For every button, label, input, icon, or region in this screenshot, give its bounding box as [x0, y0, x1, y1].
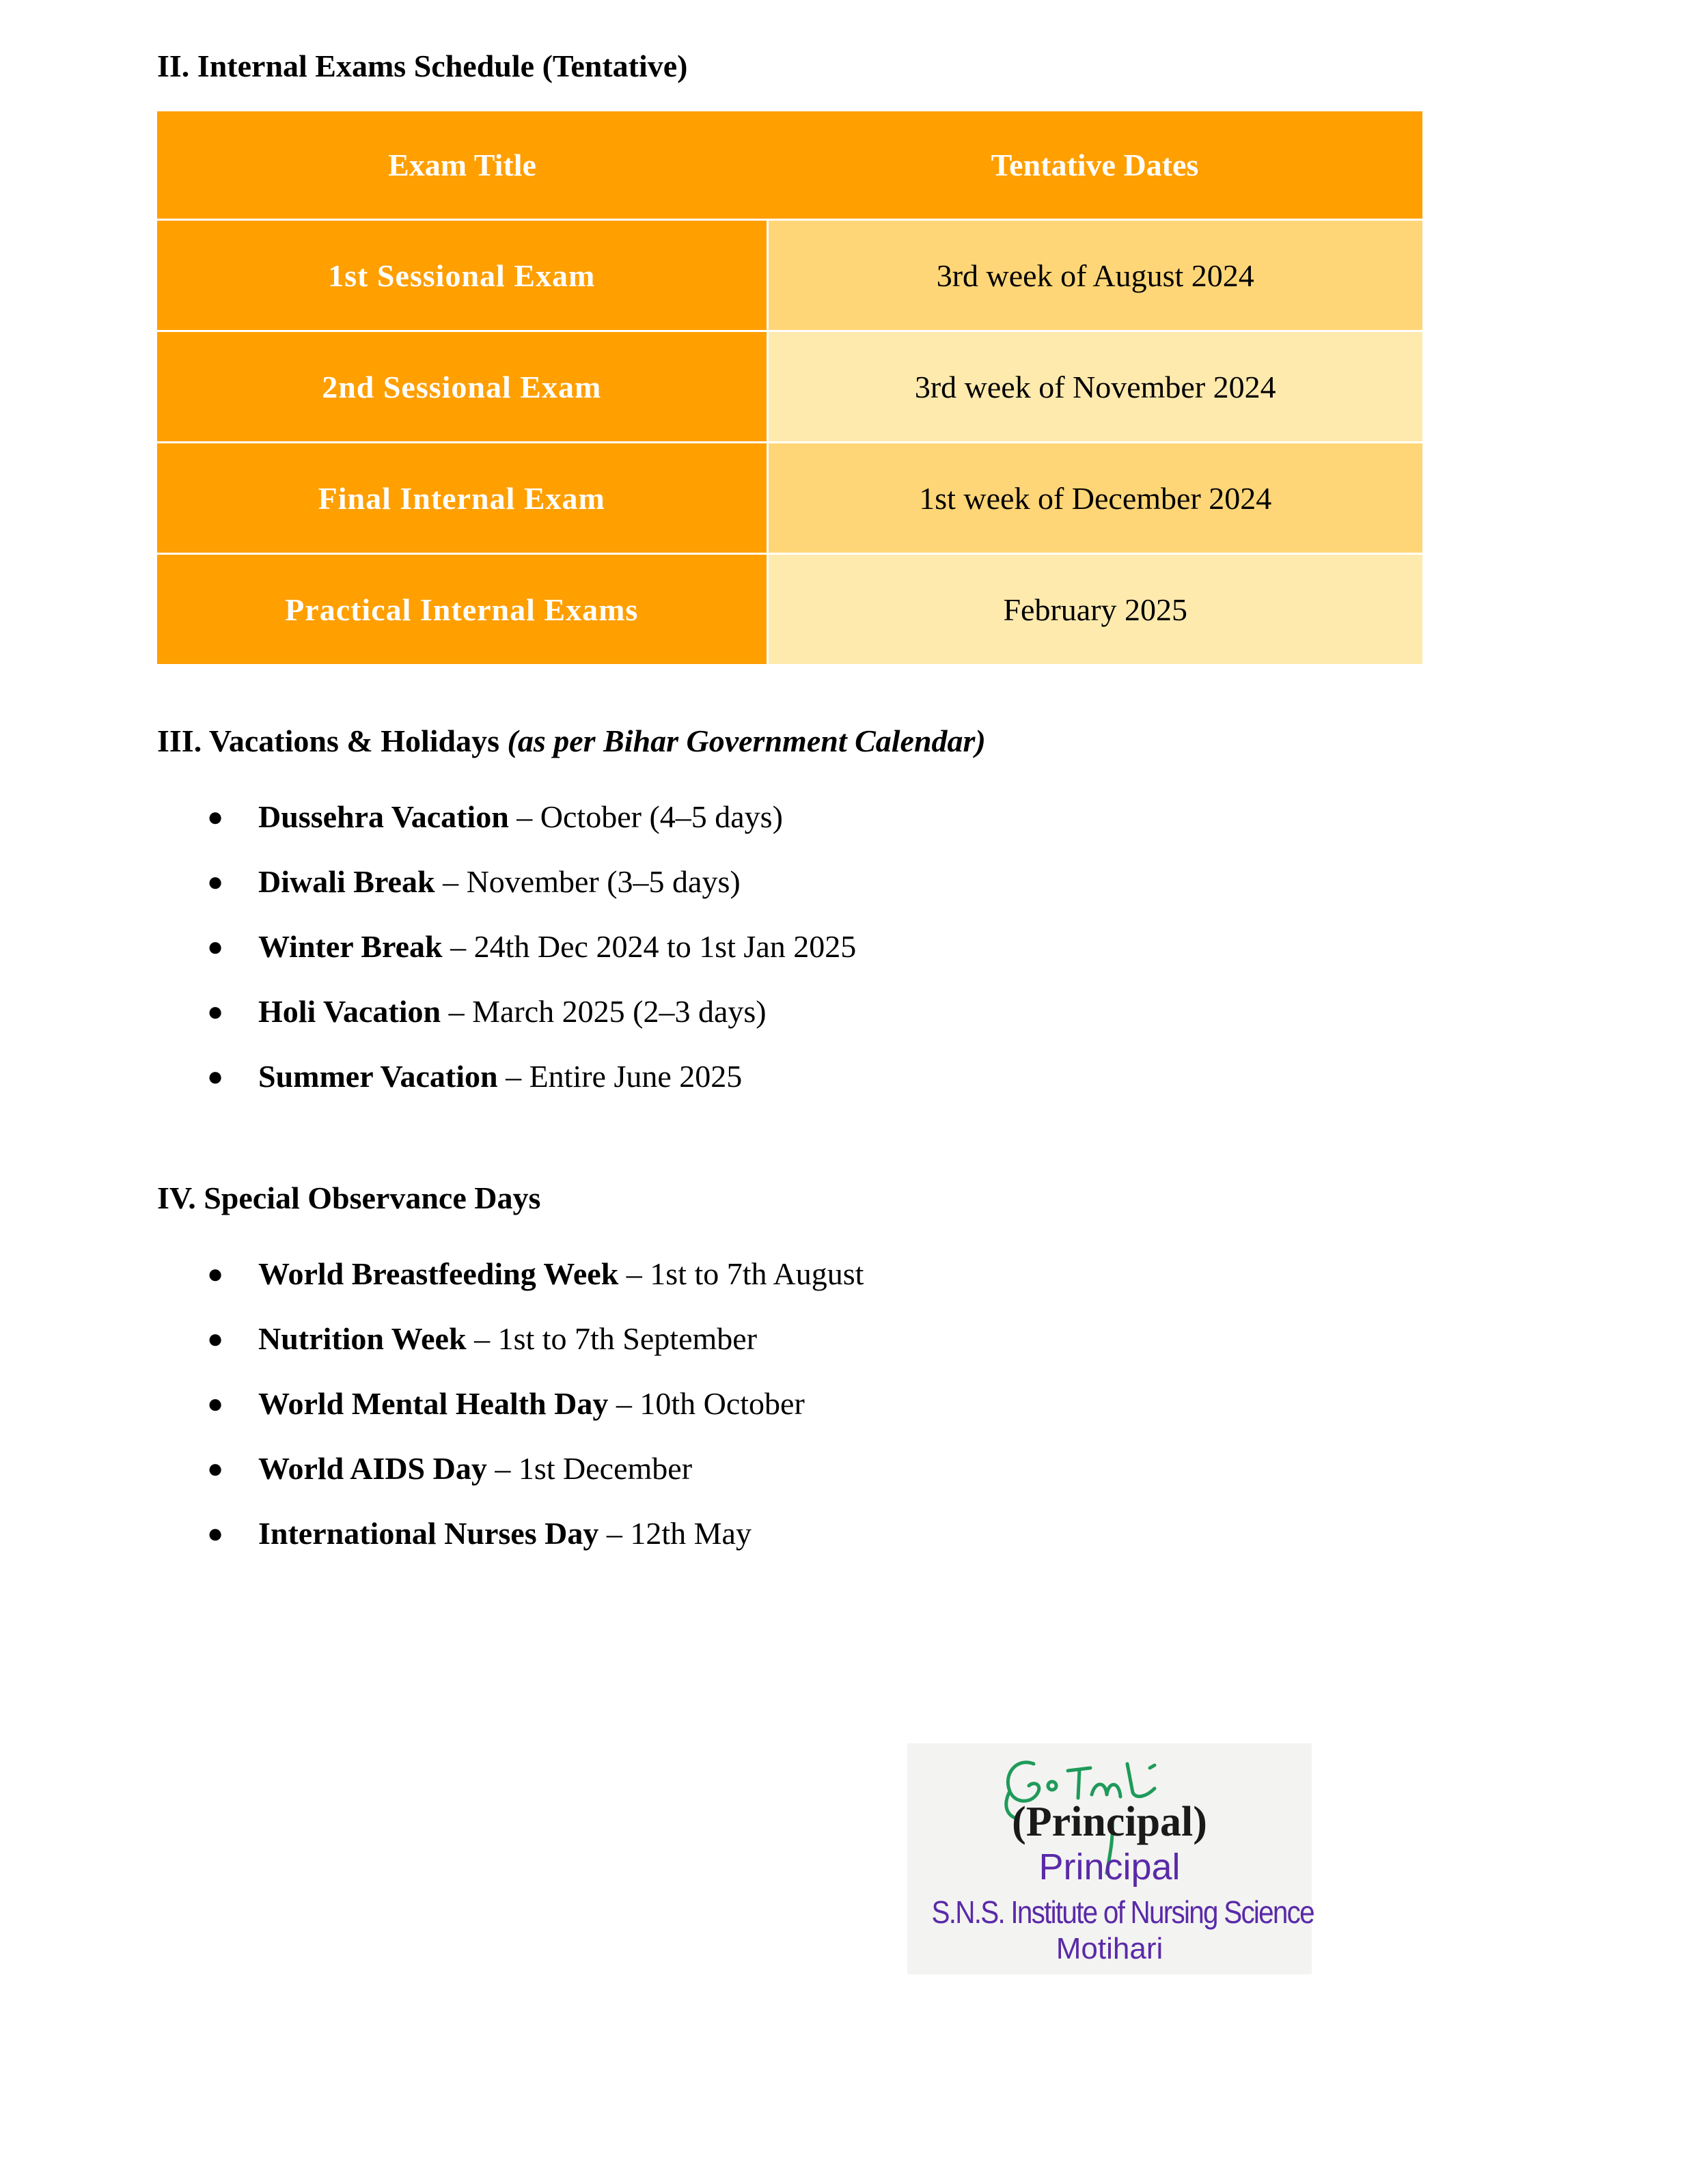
- exam-date-cell: February 2025: [767, 554, 1422, 665]
- table-row: [157, 443, 1422, 554]
- bullet-icon: ●: [207, 801, 224, 832]
- bullet-icon: ●: [207, 1453, 224, 1484]
- item-detail: – 1st to 7th September: [466, 1321, 758, 1356]
- item-label: International Nurses Day: [258, 1516, 599, 1551]
- item-label: Summer Vacation: [258, 1059, 498, 1094]
- item-detail: – Entire June 2025: [497, 1059, 743, 1094]
- bullet-icon: ●: [207, 931, 224, 962]
- bullet-icon: ●: [207, 996, 224, 1027]
- exam-date-cell: 1st week of December 2024: [767, 443, 1422, 554]
- observance-days-list: [157, 1241, 864, 1566]
- exam-schedule-table: [157, 111, 1422, 664]
- section-heading-vacations-note: (as per Bihar Government Calendar): [507, 723, 986, 758]
- list-item: [157, 784, 856, 849]
- list-item: [157, 849, 856, 914]
- item-label: Dussehra Vacation: [258, 799, 509, 834]
- item-label: Winter Break: [258, 929, 443, 964]
- stamp-title: Principal: [1038, 1847, 1181, 1888]
- item-label: World Breastfeeding Week: [258, 1256, 619, 1291]
- list-item: [157, 1044, 856, 1109]
- exam-date-cell: 3rd week of November 2024: [767, 331, 1422, 443]
- item-label: Holi Vacation: [258, 994, 441, 1029]
- exam-title-cell: Final Internal Exam: [157, 443, 767, 554]
- table-row: [157, 220, 1422, 331]
- stamp-institute: S.N.S. Institute of Nursing Science: [931, 1894, 1314, 1930]
- column-header-tentative-dates: Tentative Dates: [767, 111, 1422, 220]
- section-heading-vacations: [157, 723, 986, 759]
- bullet-icon: ●: [207, 1518, 224, 1549]
- section-heading-vacations-text: III. Vacations & Holidays: [157, 723, 500, 758]
- item-detail: – November (3–5 days): [435, 864, 741, 899]
- item-detail: – 12th May: [598, 1516, 752, 1551]
- list-item: [157, 1371, 864, 1436]
- list-item: [157, 1501, 864, 1566]
- exam-title-cell: Practical Internal Exams: [157, 554, 767, 665]
- item-label: World Mental Health Day: [258, 1386, 609, 1421]
- bullet-icon: ●: [207, 1258, 224, 1289]
- item-detail: – 24th Dec 2024 to 1st Jan 2025: [442, 929, 857, 964]
- table-row: [157, 331, 1422, 443]
- column-header-exam-title: Exam Title: [157, 111, 767, 220]
- principal-signature-stamp: [907, 1743, 1312, 1974]
- bullet-icon: ●: [207, 1323, 224, 1354]
- item-detail: – October (4–5 days): [508, 799, 783, 834]
- item-label: World AIDS Day: [258, 1451, 487, 1486]
- bullet-icon: ●: [207, 1061, 224, 1092]
- table-row: [157, 554, 1422, 665]
- list-item: [157, 914, 856, 979]
- item-detail: – March 2025 (2–3 days): [441, 994, 767, 1029]
- section-heading-internal-exams: II. Internal Exams Schedule (Tentative): [157, 49, 688, 83]
- list-item: [157, 1241, 864, 1306]
- exam-title-cell: 1st Sessional Exam: [157, 220, 767, 331]
- stamp-place: Motihari: [1056, 1932, 1163, 1965]
- item-label: Diwali Break: [258, 864, 435, 899]
- list-item: [157, 979, 856, 1044]
- bullet-icon: ●: [207, 1388, 224, 1419]
- item-detail: – 10th October: [608, 1386, 805, 1421]
- list-item: [157, 1306, 864, 1371]
- vacations-list: [157, 784, 856, 1109]
- item-detail: – 1st December: [486, 1451, 693, 1486]
- item-detail: – 1st to 7th August: [618, 1256, 864, 1291]
- item-label: Nutrition Week: [258, 1321, 467, 1356]
- principal-label: (Principal): [1012, 1799, 1207, 1845]
- section-heading-observance-days: IV. Special Observance Days: [157, 1180, 541, 1215]
- table-header-row: [157, 111, 1422, 220]
- list-item: [157, 1436, 864, 1501]
- exam-title-cell: 2nd Sessional Exam: [157, 331, 767, 443]
- exam-date-cell: 3rd week of August 2024: [767, 220, 1422, 331]
- bullet-icon: ●: [207, 866, 224, 897]
